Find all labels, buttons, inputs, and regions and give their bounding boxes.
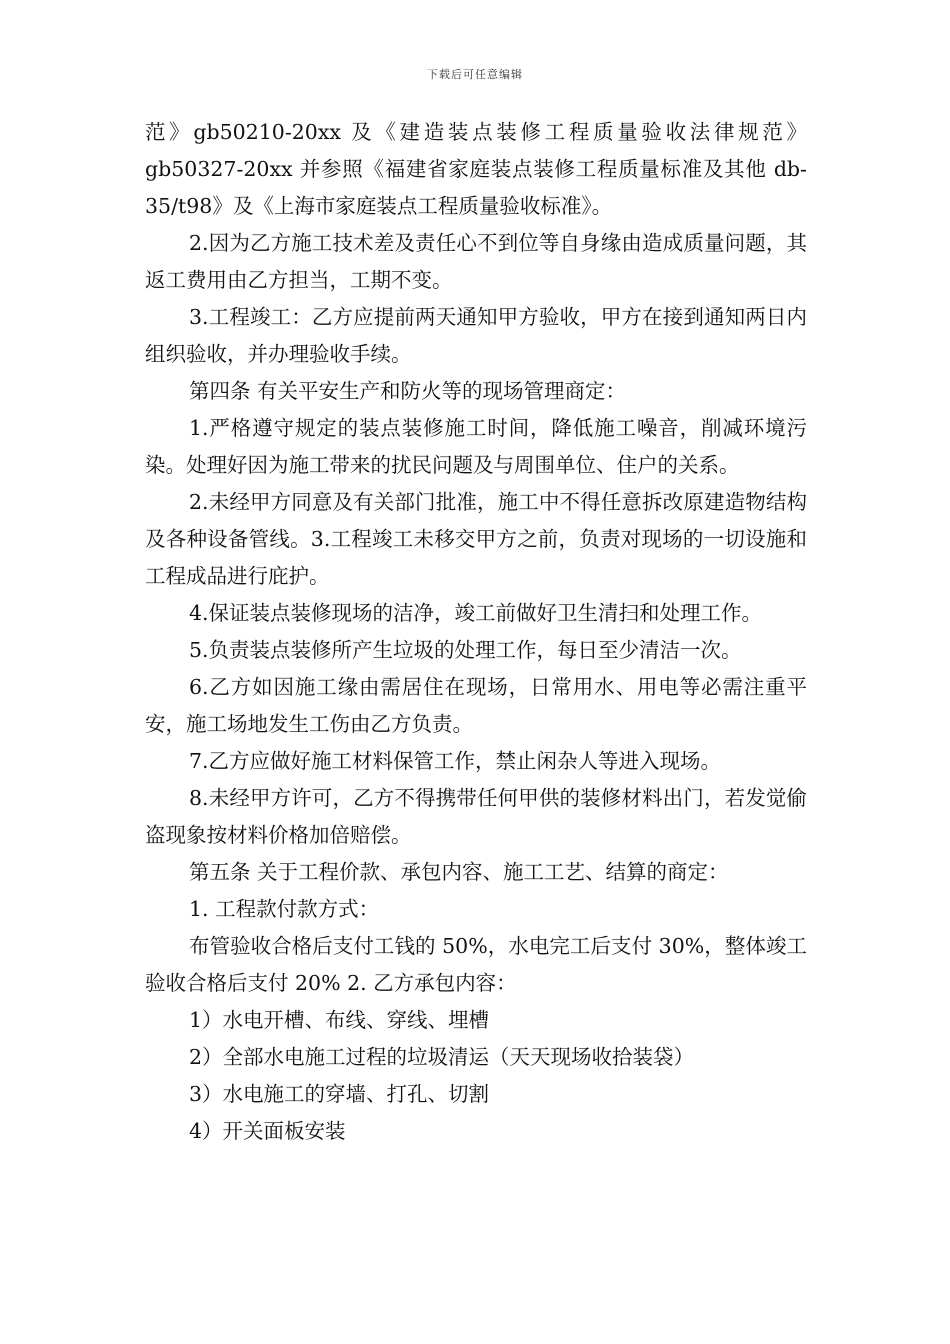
paragraph-article4-item-1: 1.严格遵守规定的装点装修施工时间，降低施工噪音，削减环境污染。处理好因为施工带来的扰民问题及与周围单位、住户的关系。 [145,416,807,477]
paragraph-article4-item-8: 8.未经甲方许可，乙方不得携带任何甲供的装修材料出门，若发觉偷盗现象按材料价格加倍赔偿。 [145,786,807,847]
paragraph-payment-terms: 布管验收合格后支付工钱的 50%，水电完工后支付 30%，整体竣工验收合格后支付 20% 2. 乙方承包内容： [145,934,807,995]
article-5-heading: 第五条 关于工程价款、承包内容、施工工艺、结算的商定： [189,860,729,884]
paragraph-article4-item-7: 7.乙方应做好施工材料保管工作，禁止闲杂人等进入现场。 [189,749,722,773]
list-item-scope-2: 2）全部水电施工过程的垃圾清运（天天现场收拾装袋） [189,1045,695,1069]
paragraph-article4-item-2: 2.未经甲方同意及有关部门批准，施工中不得任意拆改原建造物结构及各种设备管线。3.工程竣工未移交甲方之前，负责对现场的一切设施和工程成品进行庇护。 [145,490,807,588]
paragraph-article4-item-4: 4.保证装点装修现场的洁净，竣工前做好卫生清扫和处理工作。 [189,601,763,625]
paragraph-standards: 范》gb50210-20xx 及《建造装点装修工程质量验收法律规范》gb50327-20xx 并参照《福建省家庭装点装修工程质量标准及其他 db-35/t98》及《上海市家庭装点工程质量验收标准》。 [145,120,807,218]
paragraph-article4-item-6: 6.乙方如因施工缘由需居住在现场，日常用水、用电等必需注重平安，施工场地发生工伤由乙方负责。 [145,675,807,736]
list-item-scope-3: 3）水电施工的穿墙、打孔、切割 [189,1082,490,1106]
paragraph-article4-item-5: 5.负责装点装修所产生垃圾的处理工作，每日至少清洁一次。 [189,638,742,662]
list-item-scope-1: 1）水电开槽、布线、穿线、埋槽 [189,1008,490,1032]
list-item-scope-4: 4）开关面板安装 [189,1119,346,1143]
paragraph-payment-method-title: 1. 工程款付款方式： [189,897,380,921]
document-body [145,114,807,1150]
page-header: 下载后可任意编辑 [427,68,523,81]
paragraph-item-3-completion: 3.工程竣工：乙方应提前两天通知甲方验收，甲方在接到通知两日内组织验收，并办理验收手续。 [145,305,807,366]
article-4-heading: 第四条 有关平安生产和防火等的现场管理商定： [189,379,627,403]
paragraph-item-2-quality: 2.因为乙方施工技术差及责任心不到位等自身缘由造成质量问题，其返工费用由乙方担当，工期不变。 [145,231,807,292]
